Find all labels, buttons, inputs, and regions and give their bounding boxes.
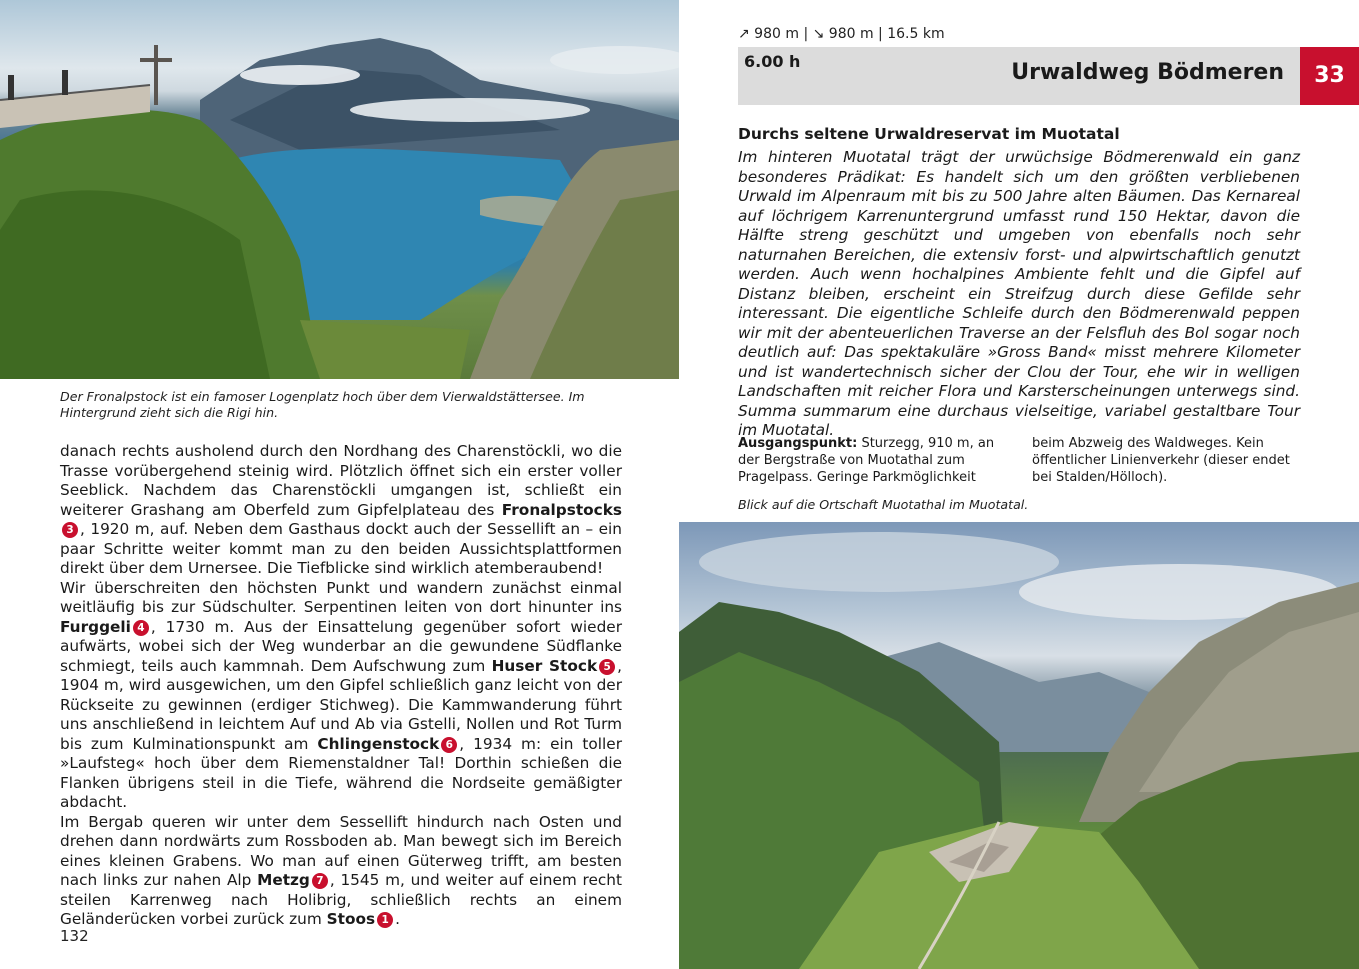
text-run: , 1920 m, auf. Neben dem Gasthaus dockt auch der Sessellift an – ein paar Schritte weiter kommt man zu den beiden Aussichtsplattformen direkt über dem Urnersee. Die Tiefblicke sind wirklich atemberaubend! xyxy=(60,520,622,577)
text-run: , 1730 m. Aus der Einsattelung gegenüber sofort wieder aufwärts, wobei sich der Weg wunderbar an die gewundene Südflanke schmiegt, teils auch kammnah. Dem Aufschwung zum xyxy=(60,617,622,675)
waypoint-name: Chlingenstock xyxy=(317,734,440,753)
body-text-left xyxy=(60,442,622,930)
waypoint-name: Metzg xyxy=(257,871,310,889)
waypoint-number-marker: 3 xyxy=(62,522,78,538)
photo-muotathal xyxy=(679,522,1359,969)
waypoint-name: Huser Stock xyxy=(491,656,598,675)
waypoint-name: Fronalpstocks xyxy=(501,500,622,519)
tour-subtitle: Durchs seltene Urwaldreservat im Muotatal xyxy=(738,125,1120,143)
photo-caption-right: Blick auf die Ortschaft Muotathal im Muotatal. xyxy=(738,497,1029,512)
photo-fronalpstock xyxy=(0,0,679,379)
paragraph xyxy=(60,579,622,813)
tour-number-badge: 33 xyxy=(1300,47,1359,105)
page-number: 132 xyxy=(60,927,89,945)
starting-point-text: Sturzegg, 910 m, an der Bergstraße von Muotathal zum Pragelpass. Geringe Parkmöglichkeit beim Abzweig des Waldweges. Kein öffentlicher Linienverkehr (dieser endet bei Stalden/Hölloch). xyxy=(738,436,1290,485)
tour-title: Urwaldweg Bödmeren xyxy=(1011,60,1284,85)
waypoint-number-marker: 5 xyxy=(599,659,615,675)
waypoint-number-marker: 4 xyxy=(133,620,149,636)
waypoint-name: Furggeli xyxy=(60,617,131,636)
paragraph xyxy=(60,813,622,930)
tour-intro: Im hinteren Muotatal trägt der urwüchsige Bödmerenwald ein ganz besonderes Prädikat: Es handelt sich um den größten verbliebenen Urwald im Alpenraum mit bis zu 500 Jahre alten Bäumen. Das Kernareal auf löchrigem Karrenuntergrund umfasst rund 150 Hektar, davon die Hälfte streng geschützt und umgeben von ebenfalls noch sehr naturnahen Bereichen, die extensiv forst- und alpwirtschaftlich genutzt werden. Auch wenn hochalpines Ambiente fehlt und die Gipfel auf Distanz bleiben, erscheint ein Streifzug durch diese Gefilde sehr interessant. Die eigentliche Schleife durch den Bödmerenwald peppen wir mit der abenteuerlichen Traverse an der Felsfluh des Bol sogar noch deutlich auf: Das spektakuläre »Gross Band« misst mehrere Kilometer und ist wandertechnisch sicher der Clou der Tour, ehe wir in welligen Landschaften mit reicher Flora und Karsterscheinungen unterwegs sind. Summa summarum eine durchaus vielseitige, variabel gestaltbare Tour im Muotatal. xyxy=(738,148,1300,439)
text-run: Im Bergab queren wir unter dem Sessellift hindurch nach Osten und drehen dann nordwärts zum Rossboden ab. Man bewegt sich im Bereich eines kleinen Grabens. Wo man auf einen Güterweg trifft, am besten nach links zur nahen Alp xyxy=(60,812,622,889)
text-run: . xyxy=(395,910,400,928)
elevation-distance-stats: ↗ 980 m | ↘ 980 m | 16.5 km xyxy=(738,26,945,42)
text-run: , 1904 m, wird ausgewichen, um den Gipfel schließlich ganz leicht von der Rückseite zu gewinnen (erdiger Stichweg). Die Kammwanderung führt uns anschließend in leichtem Auf und Ab via Gstelli, Nollen und Rot Turm bis zum Kulminationspunkt am xyxy=(60,656,622,753)
tour-duration: 6.00 h xyxy=(744,52,801,71)
starting-point-info xyxy=(738,435,1300,486)
text-run: danach rechts ausholend durch den Nordhang des Charenstöckli, wo die Trasse vorübergehend steinig wird. Plötzlich öffnet sich ein erster voller Seeblick. Nachdem das Charenstöckli umgangen ist, schließt ein weiterer Grashang am Oberfeld zum Gipfelplateau des xyxy=(60,442,622,519)
waypoint-number-marker: 1 xyxy=(377,912,393,928)
photo-caption-left: Der Fronalpstock ist ein famoser Logenplatz hoch über dem Vierwaldstättersee. Im Hintergrund zieht sich die Rigi hin. xyxy=(60,389,585,420)
text-run: Wir überschreiten den höchsten Punkt und wandern zunächst einmal weitläufig bis zur Südschulter. Serpentinen leiten von dort hinunter ins xyxy=(60,578,622,616)
text-run: , 1934 m: ein toller »Laufsteg« hoch über dem Riemenstaldner Tal! Dorthin schießen die Flanken übrigens steil in die Tiefe, während die Nordseite gemäßigter abdacht. xyxy=(60,734,622,811)
waypoint-number-marker: 7 xyxy=(312,873,328,889)
waypoint-name: Stoos xyxy=(326,910,376,928)
paragraph xyxy=(60,442,622,579)
waypoint-number-marker: 6 xyxy=(441,737,457,753)
starting-point-label: Ausgangspunkt: xyxy=(738,436,858,451)
text-run: , 1545 m, und weiter auf einem recht steilen Karrenweg nach Holibrig, schließlich rechts an einem Geländerücken vorbei zurück zum xyxy=(60,871,622,928)
